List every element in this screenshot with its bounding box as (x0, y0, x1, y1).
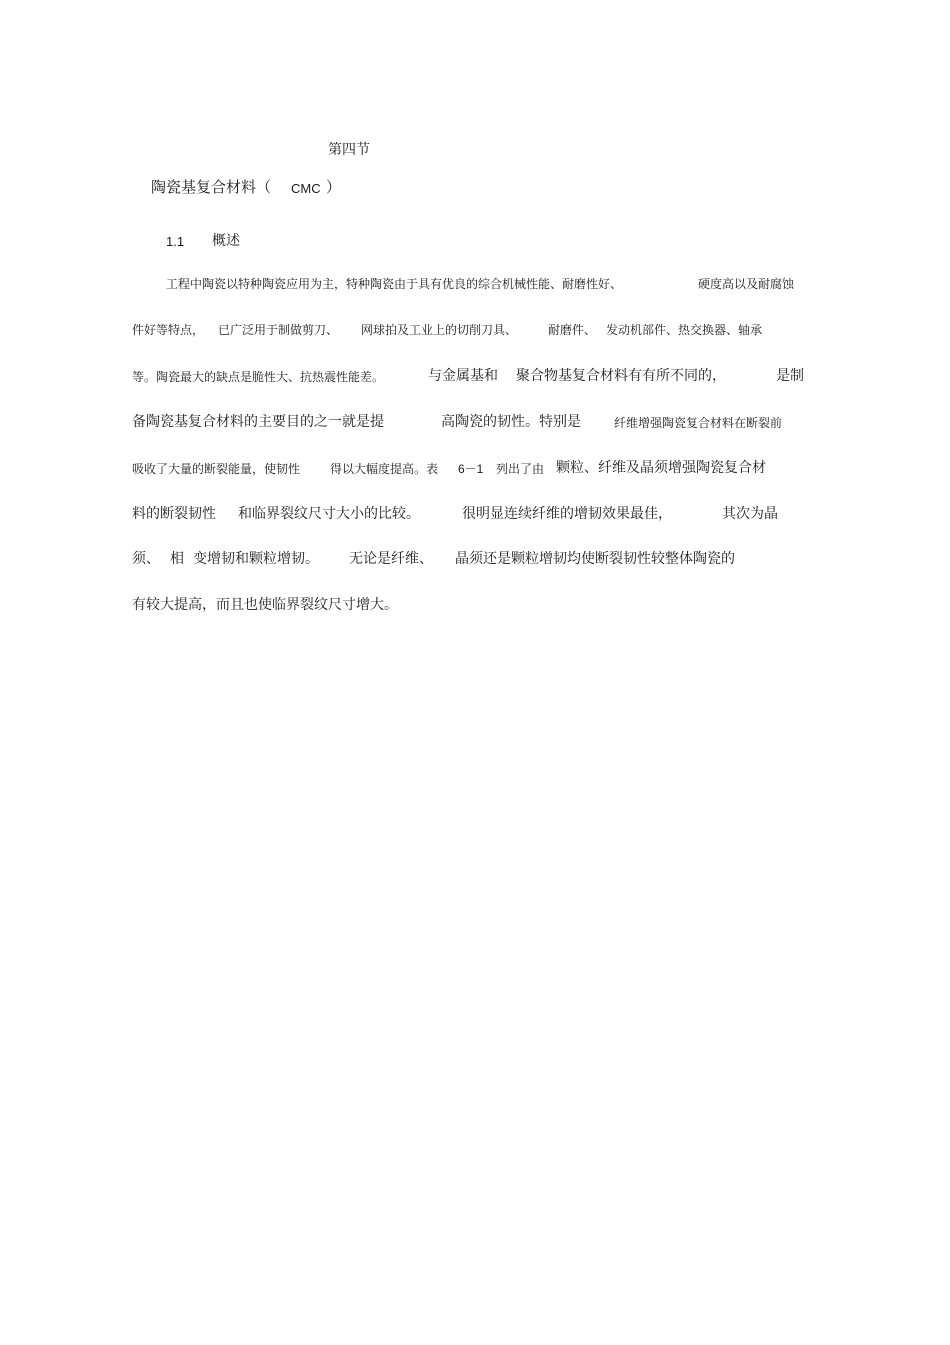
subsection-number: 1.1 (166, 234, 185, 249)
text-span: 列出了由 (496, 462, 545, 476)
text-span: 已广泛用于制做剪刀、 (218, 323, 339, 337)
text-span: 备陶瓷基复合材料的主要目的之一就是提 (132, 414, 384, 430)
text-span: 很明显连续纤维的增韧效果最佳， (462, 506, 672, 522)
text-span: 与金属基和 (428, 368, 498, 384)
title-text: 陶瓷基复合材料（ (151, 178, 272, 196)
text-span: 无论是纤维、 (349, 551, 433, 567)
title-abbr: CMC (291, 181, 321, 196)
section-label: 第四节 (328, 142, 370, 158)
text-span: 等。陶瓷最大的缺点是脆性大、抗热震性能差。 (132, 370, 385, 384)
text-span: 网球拍及工业上的切削刀具、 (361, 323, 518, 337)
text-span: 有较大提高，而且也使临界裂纹尺寸增大。 (132, 597, 398, 613)
text-span: 6－1 (458, 462, 484, 476)
text-span: 料的断裂韧性 (132, 506, 216, 522)
text-span: 纤维增强陶瓷复合材料在断裂前 (614, 416, 783, 430)
title-close-paren: ） (326, 178, 342, 196)
paragraph-line (132, 461, 812, 478)
paragraph-line (166, 278, 806, 293)
text-span: 聚合物基复合材料有有所不同的， (516, 368, 726, 384)
text-span: 发动机部件、热交换器、轴承 (606, 323, 763, 337)
text-span: 高陶瓷的韧性。特别是 (441, 414, 581, 430)
subsection-heading (166, 234, 266, 250)
text-span: 工程中陶瓷以特种陶瓷应用为主，特种陶瓷由于具有优良的综合机械性能、耐磨性好、 (166, 277, 623, 291)
text-span: 相 (170, 551, 184, 567)
text-span: 晶须还是颗粒增韧均使断裂韧性较整体陶瓷的 (455, 551, 735, 567)
text-span: 颗粒、纤维及晶须增强陶瓷复合材 (556, 460, 766, 476)
paragraph-line (132, 598, 812, 615)
text-span: 件好等特点， (132, 323, 205, 337)
text-span: 硬度高以及耐腐蚀 (698, 277, 795, 291)
text-span: 和临界裂纹尺寸大小的比较。 (238, 506, 420, 522)
text-span: 耐磨件、 (548, 323, 597, 337)
document-title (151, 180, 351, 198)
paragraph-line (132, 415, 812, 432)
paragraph-line (132, 552, 812, 569)
subsection-title: 概述 (212, 233, 240, 249)
text-span: 变增韧和颗粒增韧。 (193, 551, 319, 567)
text-span: 是制 (776, 368, 804, 384)
text-span: 吸收了大量的断裂能量，使韧性 (132, 462, 301, 476)
paragraph-line (132, 507, 812, 524)
paragraph-line (132, 369, 812, 386)
text-span: 须、 (132, 551, 160, 567)
text-span: 其次为晶 (722, 506, 778, 522)
paragraph-line (132, 324, 792, 339)
text-span: 得以大幅度提高。表 (330, 462, 439, 476)
